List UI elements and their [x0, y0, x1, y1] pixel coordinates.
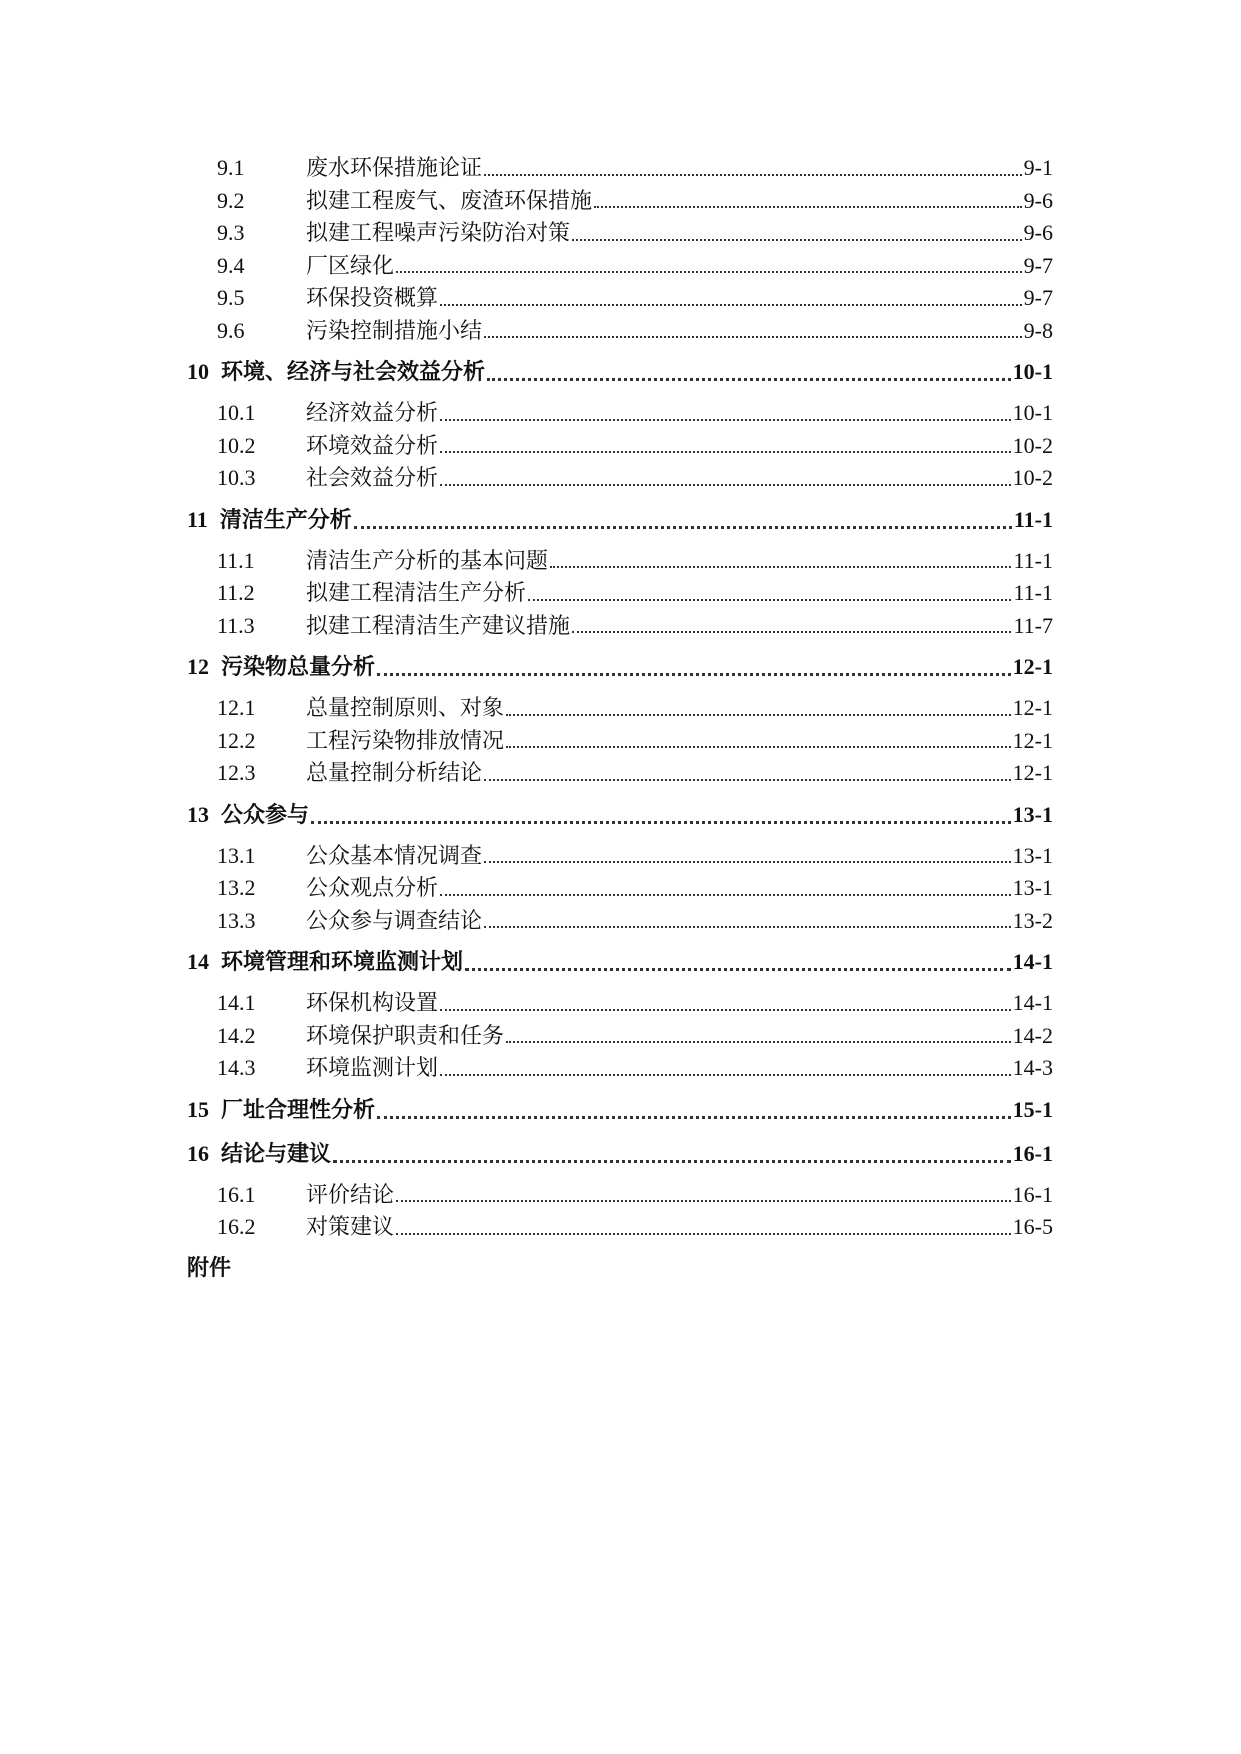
- toc-section-number: 10.3: [217, 465, 256, 490]
- toc-section-number: 9.1: [217, 155, 245, 180]
- toc-section-title: 总量控制分析结论: [306, 761, 483, 786]
- toc-section-number: 10.2: [217, 432, 256, 458]
- toc-section-entry[interactable]: [187, 1052, 1053, 1085]
- toc-section-number: 12.3: [217, 760, 256, 785]
- toc-section-entry[interactable]: [187, 185, 1053, 218]
- toc-page-number: 11-1: [1013, 547, 1053, 573]
- toc-page-number: 12-1: [1012, 727, 1053, 753]
- toc-section-entry[interactable]: [187, 610, 1053, 643]
- toc-page-number: 14-3: [1012, 1055, 1053, 1080]
- toc-section-title: 公众观点分析: [306, 876, 439, 901]
- toc-section-entry[interactable]: [187, 725, 1053, 758]
- toc-chapter-number: 14: [187, 949, 209, 974]
- toc-section-number: 11.1: [217, 547, 255, 573]
- toc-dot-leader: [333, 1135, 1011, 1173]
- toc-page-number: 9-6: [1023, 220, 1053, 245]
- toc-section-title: 拟建工程噪声污染防治对策: [306, 221, 571, 246]
- toc-dot-leader: [440, 430, 1011, 463]
- toc-section-number: 13.3: [217, 907, 256, 933]
- toc-dot-leader: [440, 872, 1011, 905]
- toc-chapter-entry[interactable]: [187, 501, 1053, 539]
- toc-section-title: 废水环保措施论证: [306, 156, 483, 181]
- toc-section-title: 厂区绿化: [306, 253, 395, 279]
- toc-section-entry[interactable]: [187, 250, 1053, 283]
- toc-section-number: 10.1: [217, 400, 256, 425]
- toc-page-number: 15-1: [1012, 1096, 1053, 1122]
- toc-section-entry[interactable]: [187, 1179, 1053, 1212]
- toc-dot-leader: [506, 725, 1011, 758]
- toc-section-entry[interactable]: [187, 545, 1053, 578]
- toc-dot-leader: [484, 315, 1022, 348]
- toc-dot-leader: [440, 1052, 1011, 1085]
- toc-section-number: 16.2: [217, 1214, 256, 1239]
- toc-dot-leader: [354, 501, 1012, 539]
- toc-section-title: 总量控制原则、对象: [306, 696, 505, 721]
- toc-section-title: 公众参与调查结论: [306, 908, 483, 934]
- toc-section-number: 12.2: [217, 727, 256, 753]
- toc-page-number: 12-1: [1012, 654, 1053, 679]
- toc-chapter-number: 13: [187, 801, 209, 827]
- toc-page-number: 13-1: [1012, 875, 1053, 900]
- toc-page-number: 10-1: [1012, 359, 1053, 384]
- toc-page-number: 9-1: [1023, 155, 1053, 180]
- toc-section-number: 11.3: [217, 612, 255, 638]
- toc-section-title: 污染控制措施小结: [306, 318, 483, 344]
- toc-page-number: 13-1: [1012, 842, 1053, 868]
- toc-chapter-number: 10: [187, 359, 209, 384]
- toc-page-number: 11-7: [1013, 612, 1053, 638]
- toc-dot-leader: [440, 987, 1011, 1020]
- toc-dot-leader: [377, 1091, 1011, 1129]
- toc-attachment-entry[interactable]: 附件: [187, 1255, 232, 1281]
- toc-chapter-entry[interactable]: [187, 796, 1053, 834]
- toc-chapter-entry[interactable]: [187, 943, 1053, 981]
- toc-dot-leader: [311, 796, 1011, 834]
- toc-chapter-title: 公众参与: [221, 802, 310, 828]
- toc-page-number: 10-2: [1012, 432, 1053, 458]
- toc-section-entry[interactable]: [187, 397, 1053, 430]
- toc-section-number: 11.2: [217, 580, 255, 605]
- toc-section-number: 9.2: [217, 187, 245, 213]
- toc-page-number: 12-1: [1012, 695, 1053, 720]
- toc-section-number: 9.5: [217, 285, 245, 310]
- toc-dot-leader: [528, 577, 1011, 610]
- toc-section-entry[interactable]: [187, 757, 1053, 790]
- toc-chapter-title: 环境、经济与社会效益分析: [221, 360, 486, 385]
- toc-dot-leader: [484, 152, 1022, 185]
- toc-dot-leader: [440, 397, 1011, 430]
- toc-chapter-entry[interactable]: [187, 1135, 1053, 1173]
- toc-section-entry[interactable]: [187, 577, 1053, 610]
- toc-section-title: 经济效益分析: [306, 401, 439, 426]
- toc-page-number: 9-8: [1023, 317, 1053, 343]
- toc-section-entry[interactable]: [187, 905, 1053, 938]
- toc-chapter-title: 清洁生产分析: [219, 507, 352, 533]
- toc-section-number: 9.6: [217, 317, 245, 343]
- toc-section-number: 14.3: [217, 1055, 256, 1080]
- toc-section-title: 工程污染物排放情况: [306, 728, 505, 754]
- toc-chapter-title: 厂址合理性分析: [221, 1097, 376, 1123]
- toc-page-number: 14-2: [1012, 1022, 1053, 1048]
- toc-section-title: 环保机构设置: [306, 991, 439, 1016]
- toc-section-title: 环境保护职责和任务: [306, 1023, 505, 1049]
- toc-dot-leader: [506, 692, 1011, 725]
- toc-section-title: 公众基本情况调查: [306, 843, 483, 869]
- toc-dot-leader: [440, 462, 1011, 495]
- toc-page-number: 10-2: [1012, 465, 1053, 490]
- toc-section-number: 14.1: [217, 990, 256, 1015]
- toc-chapter-number: 11: [187, 506, 208, 532]
- toc-page-number: 16-5: [1012, 1214, 1053, 1239]
- toc-section-title: 拟建工程清洁生产分析: [306, 581, 527, 606]
- toc-chapter-entry[interactable]: [187, 353, 1053, 391]
- toc-dot-leader: [484, 905, 1011, 938]
- toc-section-entry[interactable]: [187, 152, 1053, 185]
- toc-section-title: 社会效益分析: [306, 466, 439, 491]
- toc-section-title: 拟建工程废气、废渣环保措施: [306, 188, 593, 214]
- toc-page-number: 9-7: [1023, 285, 1053, 310]
- toc-section-title: 清洁生产分析的基本问题: [306, 548, 549, 574]
- toc-chapter-title: 污染物总量分析: [221, 655, 376, 680]
- toc-section-number: 13.2: [217, 875, 256, 900]
- toc-page-number: 14-1: [1012, 949, 1053, 974]
- toc-section-entry[interactable]: [187, 840, 1053, 873]
- toc-section-entry[interactable]: [187, 315, 1053, 348]
- toc-section-entry[interactable]: [187, 872, 1053, 905]
- toc-section-entry[interactable]: [187, 430, 1053, 463]
- toc-page-number: 16-1: [1012, 1140, 1053, 1166]
- toc-page-number: 11-1: [1013, 506, 1053, 532]
- toc-section-number: 9.3: [217, 220, 245, 245]
- toc-dot-leader: [550, 545, 1011, 578]
- toc-section-number: 9.4: [217, 252, 245, 278]
- toc-dot-leader: [487, 353, 1011, 391]
- toc-section-number: 16.1: [217, 1181, 256, 1207]
- toc-dot-leader: [506, 1020, 1011, 1053]
- toc-dot-leader: [396, 250, 1022, 283]
- toc-chapter-title: 环境管理和环境监测计划: [221, 950, 464, 975]
- toc-section-entry[interactable]: [187, 462, 1053, 495]
- toc-section-entry[interactable]: [187, 1211, 1053, 1244]
- table-of-contents: [187, 152, 1053, 1288]
- toc-section-entry[interactable]: [187, 217, 1053, 250]
- toc-section-title: 环保投资概算: [306, 286, 439, 311]
- toc-section-entry[interactable]: [187, 987, 1053, 1020]
- toc-section-entry[interactable]: [187, 692, 1053, 725]
- toc-chapter-number: 16: [187, 1140, 209, 1166]
- toc-dot-leader: [396, 1179, 1011, 1212]
- toc-dot-leader: [465, 943, 1011, 981]
- toc-chapter-number: 15: [187, 1096, 209, 1122]
- toc-section-title: 拟建工程清洁生产建议措施: [306, 613, 571, 639]
- toc-chapter-title: 结论与建议: [221, 1141, 332, 1167]
- toc-chapter-entry[interactable]: [187, 648, 1053, 686]
- toc-page-number: 13-2: [1012, 907, 1053, 933]
- toc-dot-leader: [484, 840, 1011, 873]
- toc-dot-leader: [440, 282, 1022, 315]
- toc-page-number: 9-6: [1023, 187, 1053, 213]
- toc-page-number: 10-1: [1012, 400, 1053, 425]
- toc-dot-leader: [396, 1211, 1011, 1244]
- toc-dot-leader: [572, 610, 1011, 643]
- toc-page-number: 11-1: [1013, 580, 1053, 605]
- toc-dot-leader: [594, 185, 1022, 218]
- toc-section-number: 13.1: [217, 842, 256, 868]
- toc-page-number: 13-1: [1012, 801, 1053, 827]
- toc-page-number: 12-1: [1012, 760, 1053, 785]
- toc-page-number: 9-7: [1023, 252, 1053, 278]
- toc-dot-leader: [377, 648, 1011, 686]
- toc-section-entry[interactable]: [187, 282, 1053, 315]
- toc-section-title: 对策建议: [306, 1215, 395, 1240]
- toc-chapter-entry[interactable]: [187, 1091, 1053, 1129]
- toc-dot-leader: [572, 217, 1022, 250]
- toc-section-entry[interactable]: [187, 1020, 1053, 1053]
- toc-section-title: 评价结论: [306, 1182, 395, 1208]
- toc-dot-leader: [484, 757, 1011, 790]
- toc-section-title: 环境效益分析: [306, 433, 439, 459]
- toc-section-number: 12.1: [217, 695, 256, 720]
- toc-page-number: 16-1: [1012, 1181, 1053, 1207]
- toc-chapter-number: 12: [187, 654, 209, 679]
- toc-section-number: 14.2: [217, 1022, 256, 1048]
- toc-section-title: 环境监测计划: [306, 1056, 439, 1081]
- toc-page-number: 14-1: [1012, 990, 1053, 1015]
